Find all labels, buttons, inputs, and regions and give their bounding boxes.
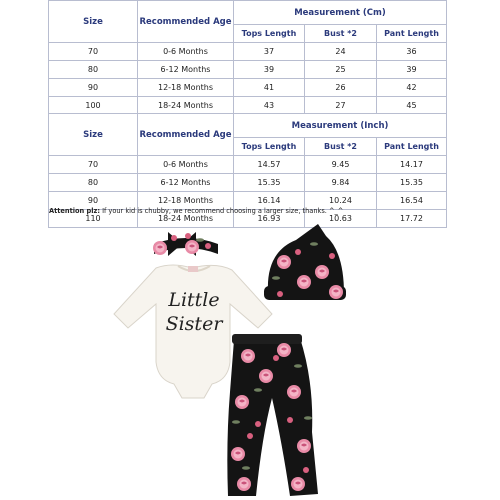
tops-length-header: Tops Length bbox=[234, 138, 305, 156]
pant-cell: 42 bbox=[377, 79, 447, 97]
size-cell: 70 bbox=[49, 43, 138, 61]
pants bbox=[227, 334, 318, 496]
table-header-row bbox=[49, 114, 447, 138]
size-cell: 100 bbox=[49, 97, 138, 115]
table-row bbox=[49, 61, 447, 79]
age-cell: 18-24 Months bbox=[138, 210, 234, 228]
measurement-header: Measurement (Cm) bbox=[234, 1, 447, 25]
size-cell: 110 bbox=[49, 210, 138, 228]
age-cell: 0-6 Months bbox=[138, 43, 234, 61]
pant-cell: 39 bbox=[377, 61, 447, 79]
age-cell: 18-24 Months bbox=[138, 97, 234, 115]
table-header-row bbox=[49, 1, 447, 25]
size-cell: 90 bbox=[49, 192, 138, 210]
tops-cell: 37 bbox=[234, 43, 305, 61]
product-photo bbox=[108, 222, 368, 500]
pant-length-header: Pant Length bbox=[377, 25, 447, 43]
onesie-print-line2: Sister bbox=[165, 313, 223, 335]
table-row bbox=[49, 174, 447, 192]
tops-cell: 14.57 bbox=[234, 156, 305, 174]
age-cell: 6-12 Months bbox=[138, 174, 234, 192]
pant-cell: 36 bbox=[377, 43, 447, 61]
bust-header: Bust *2 bbox=[305, 25, 377, 43]
bust-cell: 24 bbox=[305, 43, 377, 61]
pant-cell: 45 bbox=[377, 97, 447, 115]
onesie-print-line1: Little bbox=[168, 289, 220, 311]
bust-cell: 10.63 bbox=[305, 210, 377, 228]
headband bbox=[153, 232, 218, 256]
size-header: Size bbox=[49, 1, 138, 43]
tops-cell: 15.35 bbox=[234, 174, 305, 192]
tops-cell: 16.14 bbox=[234, 192, 305, 210]
pant-cell: 15.35 bbox=[377, 174, 447, 192]
attention-text: If your kid is chubby, we recommend choosing a larger size, thanks. ^_^ bbox=[99, 207, 344, 215]
hat bbox=[264, 224, 346, 300]
size-cell: 70 bbox=[49, 156, 138, 174]
tops-cell: 39 bbox=[234, 61, 305, 79]
measurement-header: Measurement (Inch) bbox=[234, 114, 447, 138]
bust-cell: 27 bbox=[305, 97, 377, 115]
table-row bbox=[49, 97, 447, 115]
bust-cell: 9.84 bbox=[305, 174, 377, 192]
attention-note bbox=[49, 207, 343, 215]
tops-cell: 43 bbox=[234, 97, 305, 115]
age-cell: 12-18 Months bbox=[138, 79, 234, 97]
table-row bbox=[49, 43, 447, 61]
pant-cell: 14.17 bbox=[377, 156, 447, 174]
age-cell: 12-18 Months bbox=[138, 192, 234, 210]
age-cell: 0-6 Months bbox=[138, 156, 234, 174]
age-header: Recommended Age bbox=[138, 1, 234, 43]
size-header: Size bbox=[49, 114, 138, 156]
pant-length-header: Pant Length bbox=[377, 138, 447, 156]
age-header: Recommended Age bbox=[138, 114, 234, 156]
age-cell: 6-12 Months bbox=[138, 61, 234, 79]
bust-cell: 10.24 bbox=[305, 192, 377, 210]
attention-label: Attention plz: bbox=[49, 207, 100, 215]
table-row bbox=[49, 79, 447, 97]
pant-cell: 16.54 bbox=[377, 192, 447, 210]
bust-cell: 9.45 bbox=[305, 156, 377, 174]
size-cell: 80 bbox=[49, 174, 138, 192]
tops-cell: 16.93 bbox=[234, 210, 305, 228]
tops-cell: 41 bbox=[234, 79, 305, 97]
bust-cell: 26 bbox=[305, 79, 377, 97]
bust-cell: 25 bbox=[305, 61, 377, 79]
size-cell: 80 bbox=[49, 61, 138, 79]
bust-header: Bust *2 bbox=[305, 138, 377, 156]
size-table-cm bbox=[48, 0, 447, 115]
table-row bbox=[49, 156, 447, 174]
tops-length-header: Tops Length bbox=[234, 25, 305, 43]
size-cell: 90 bbox=[49, 79, 138, 97]
pant-cell: 17.72 bbox=[377, 210, 447, 228]
